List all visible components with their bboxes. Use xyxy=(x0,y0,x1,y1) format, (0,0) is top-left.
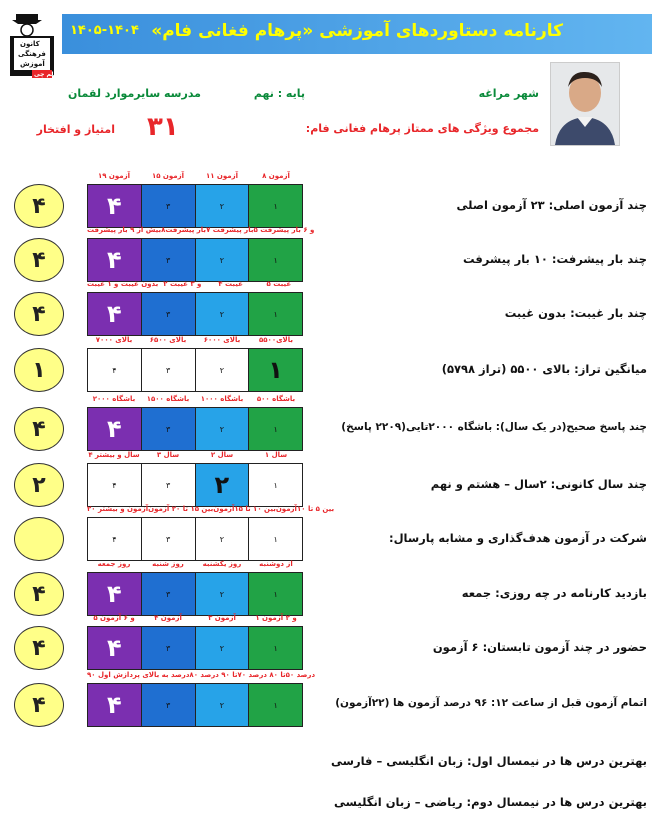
threshold-label: ۴ غیبت xyxy=(218,280,243,288)
threshold-label: بالای ۶۵۰۰ xyxy=(149,336,187,344)
threshold-label: بین ۱۰ تا ۱۵آزمون xyxy=(213,505,276,513)
score-cell: ۲ xyxy=(195,518,249,560)
score-cell: ۱ xyxy=(248,293,302,335)
student-avatar-icon xyxy=(551,63,619,145)
score-cell: ۳ xyxy=(141,293,195,335)
logo-badge: قلم چی xyxy=(34,71,58,78)
threshold-label: ۱۹ آزمون xyxy=(97,172,131,180)
academic-years: ۱۴۰۵-۱۴۰۴ xyxy=(70,23,139,38)
page-title: کارنامه دستاوردهای آموزشی «پرهام فغانی فام» xyxy=(151,21,563,41)
threshold-label: روز شنبه xyxy=(152,560,184,568)
row-score-circle: ۴ xyxy=(14,292,64,336)
row-threshold-labels xyxy=(87,614,303,622)
row-threshold-labels xyxy=(87,172,303,180)
threshold-label: ۱ و ۲ آزمون xyxy=(255,614,297,622)
score-cell: ۴ xyxy=(88,573,141,615)
score-grid xyxy=(87,517,303,561)
score-cell: ۳ xyxy=(141,573,195,615)
threshold-label: ۵۰ درصد xyxy=(285,671,316,679)
score-cell: ۱ xyxy=(248,627,302,669)
features-label: مجموع ویژگی های ممتاز پرهام فغانی فام: xyxy=(305,122,539,135)
threshold-label: ۱۵ آزمون xyxy=(151,172,185,180)
score-cell: ۱ xyxy=(248,185,302,227)
score-grid xyxy=(87,407,303,451)
score-cell: ۲ xyxy=(195,185,249,227)
threshold-label: ۲ و ۳ غیبت xyxy=(163,280,202,288)
score-cell: ۲ xyxy=(195,627,249,669)
student-photo xyxy=(550,62,620,146)
row-threshold-labels xyxy=(87,451,303,459)
threshold-label: روز یکشنبه xyxy=(202,560,242,568)
score-grid xyxy=(87,683,303,727)
row-score-circle xyxy=(14,517,64,561)
threshold-label: ۳ آزمون xyxy=(208,614,236,622)
score-cell: ۲ xyxy=(195,573,249,615)
score-grid xyxy=(87,463,303,507)
threshold-label: ۸بار پیشرفت xyxy=(161,226,207,234)
threshold-label: روز جمعه xyxy=(97,560,131,568)
school-label: مدرسه سایرموارد لقمان xyxy=(68,87,201,100)
threshold-label: بین ۵ تا ۱۰آزمون xyxy=(275,505,335,513)
score-cell: ۲ xyxy=(195,349,249,391)
score-grid xyxy=(87,626,303,670)
threshold-label: ۱ سال xyxy=(264,451,288,459)
threshold-label: باشگاه ۱۰۰۰ xyxy=(200,395,244,403)
row-question: حضور در چند آزمون تابستان: ۶ آزمون xyxy=(432,640,647,654)
score-cell: ۱ xyxy=(248,239,302,281)
score-label: امتیاز و افتخار xyxy=(36,123,115,136)
row-question: چند سال کانونی: ۲سال – هشتم و نهم xyxy=(430,477,647,491)
score-cell: ۱ xyxy=(248,464,302,506)
score-cell: ۱ xyxy=(248,684,302,726)
threshold-label: ۳ سال xyxy=(156,451,180,459)
row-threshold-labels xyxy=(87,280,303,288)
score-cell: ۳ xyxy=(141,464,195,506)
score-cell: ۱ xyxy=(248,349,302,391)
grade-label: پایه : نهم xyxy=(253,87,305,100)
threshold-label: ۹۰ درصد به بالای پردازش اول xyxy=(87,671,190,679)
score-cell: ۲ xyxy=(195,464,249,506)
score-cell: ۳ xyxy=(141,627,195,669)
threshold-label: ۴ آزمون xyxy=(154,614,182,622)
logo-line-3: آموزش xyxy=(20,60,45,68)
row-score-circle: ۴ xyxy=(14,683,64,727)
threshold-label: باشگاه ۲۰۰۰ xyxy=(92,395,136,403)
row-question: میانگین تراز: بالای ۵۵۰۰ (تراز ۵۷۹۸) xyxy=(441,362,647,376)
score-cell: ۳ xyxy=(141,518,195,560)
score-cell: ۴ xyxy=(88,684,141,726)
threshold-label: ۷ بار پیشرفت xyxy=(206,226,254,234)
score-cell: ۳ xyxy=(141,239,195,281)
score-grid xyxy=(87,572,303,616)
score-cell: ۱ xyxy=(248,408,302,450)
row-question: اتمام آزمون قبل از ساعت ۱۲: ۹۶ درصد آزمون ها (۲۲آزمون) xyxy=(335,697,647,709)
row-score-circle: ۱ xyxy=(14,348,64,392)
score-cell: ۴ xyxy=(88,293,141,335)
score-cell: ۱ xyxy=(248,573,302,615)
row-threshold-labels xyxy=(87,336,303,344)
row-threshold-labels xyxy=(87,671,316,679)
score-cell: ۲ xyxy=(195,408,249,450)
threshold-label: ۸ آزمون xyxy=(262,172,290,180)
threshold-label: از دوشنبه xyxy=(259,560,293,568)
row-question: چند آزمون اصلی: ۲۳ آزمون اصلی xyxy=(456,198,647,212)
score-cell: ۲ xyxy=(195,684,249,726)
threshold-label: بدون غیبت و ۱ غیبت xyxy=(87,280,159,288)
row-threshold-labels xyxy=(87,395,303,403)
row-score-circle: ۲ xyxy=(14,463,64,507)
best-subjects-sem1: بهترین درس ها در نیمسال اول: زبان انگلیسی – فارسی xyxy=(331,754,647,768)
row-threshold-labels xyxy=(87,226,315,234)
score-cell: ۳ xyxy=(141,408,195,450)
threshold-label: بین ۱۵ تا ۲۰ آزمون xyxy=(148,505,214,513)
row-question: چند بار غیبت: بدون غیبت xyxy=(504,306,647,320)
score-cell: ۴ xyxy=(88,185,141,227)
threshold-label: ۵ غیبت xyxy=(266,280,292,288)
row-score-circle: ۴ xyxy=(14,572,64,616)
threshold-label: ۸۰ تا ۹۰ درصد xyxy=(189,671,238,679)
score-cell: ۳ xyxy=(141,185,195,227)
row-threshold-labels xyxy=(87,505,335,513)
score-cell: ۱ xyxy=(248,518,302,560)
threshold-label: ۷۰ تا ۸۰ درصد xyxy=(237,671,286,679)
threshold-label: باشگاه ۵۰۰ xyxy=(256,395,296,403)
logo-line-2: فرهنگی xyxy=(18,50,46,58)
row-question: بازدید کارنامه در چه روزی: جمعه xyxy=(461,586,647,600)
score-grid xyxy=(87,238,303,282)
score-grid xyxy=(87,348,303,392)
score-cell: ۳ xyxy=(141,349,195,391)
row-score-circle: ۴ xyxy=(14,407,64,451)
logo-line-1: کانون xyxy=(20,40,40,48)
row-question: چند پاسخ صحیح(در یک سال): باشگاه ۲۰۰۰تایی(۲۲۰۹ پاسخ) xyxy=(341,421,647,433)
score-cell: ۴ xyxy=(88,349,141,391)
threshold-label: بالای ۷۰۰۰ xyxy=(95,336,133,344)
threshold-label: بیش از ۹ بار پیشرفت xyxy=(87,226,162,234)
score-cell: ۴ xyxy=(88,408,141,450)
score-cell: ۴ xyxy=(88,239,141,281)
threshold-label: ۲۰ آزمون و بیشتر xyxy=(87,505,149,513)
threshold-label: ۲ سال xyxy=(210,451,234,459)
threshold-label: ۵ و ۶ آزمون xyxy=(93,614,135,622)
threshold-label: باشگاه ۱۵۰۰ xyxy=(146,395,190,403)
row-threshold-labels xyxy=(87,560,303,568)
total-score: ۳۱ xyxy=(147,112,179,142)
score-cell: ۴ xyxy=(88,464,141,506)
score-cell: ۳ xyxy=(141,684,195,726)
score-cell: ۴ xyxy=(88,518,141,560)
threshold-label: ۱۱ آزمون xyxy=(205,172,239,180)
threshold-label: بالای۵۵۰۰ xyxy=(259,336,293,344)
score-grid xyxy=(87,184,303,228)
row-score-circle: ۴ xyxy=(14,626,64,670)
score-cell: ۴ xyxy=(88,627,141,669)
score-grid xyxy=(87,292,303,336)
city-label: شهر مراغه xyxy=(478,87,539,100)
row-question: شرکت در آزمون هدف‌گذاری و مشابه پارسال: xyxy=(388,531,647,545)
kanoon-logo xyxy=(6,10,58,82)
best-subjects-sem2: بهترین درس ها در نیمسال دوم: ریاضی – زبان انگلیسی xyxy=(334,795,647,809)
threshold-label: بالای ۶۰۰۰ xyxy=(203,336,241,344)
threshold-label: ۴ سال و بیشتر xyxy=(88,451,140,459)
row-question: چند بار پیشرفت: ۱۰ بار پیشرفت xyxy=(463,252,647,266)
score-cell: ۲ xyxy=(195,239,249,281)
threshold-label: ۵ و ۶ بار پیشرفت xyxy=(253,226,315,234)
row-score-circle: ۴ xyxy=(14,184,64,228)
score-cell: ۲ xyxy=(195,293,249,335)
row-score-circle: ۴ xyxy=(14,238,64,282)
